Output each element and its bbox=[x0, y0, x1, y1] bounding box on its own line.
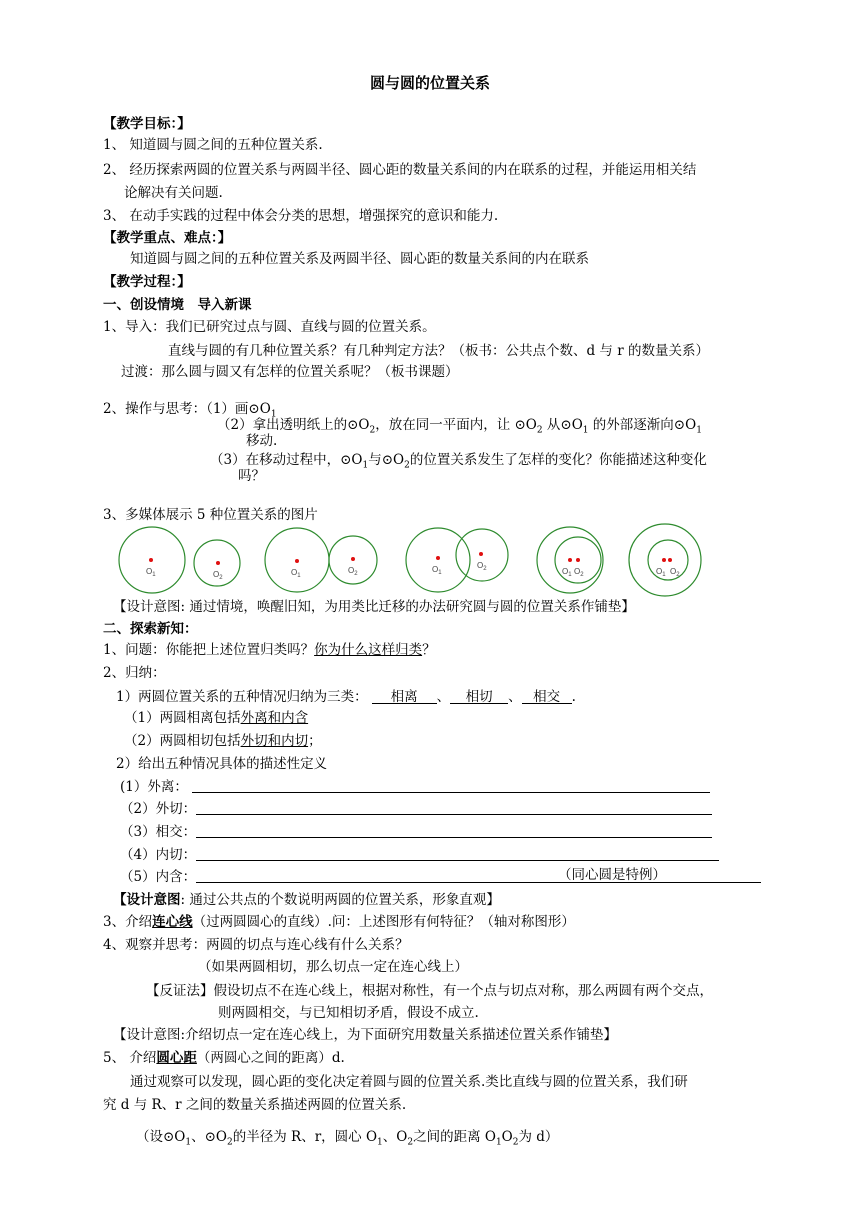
def-internal-tangent-blank[interactable] bbox=[196, 860, 719, 861]
fig1-center-o1 bbox=[149, 558, 153, 562]
fig2-center-o2 bbox=[351, 557, 355, 561]
center-distance-intro: 5、 介绍圆心距（两圆心之间的距离）d. bbox=[103, 1050, 345, 1066]
separated-includes: （1）两圆相离包括外离和内含 bbox=[124, 710, 309, 726]
setup-line: （设$⊙O_1$、$⊙O_2$的半径为 R、r，圆心 $O_1$、$O_2$之间的距离 $O_1O_2$为 d） bbox=[136, 1129, 559, 1148]
design-note-2: 【设计意图: 通过公共点的个数说明两圆的位置关系，形象直观】 bbox=[113, 892, 500, 908]
concentric-note: （同心圆是特例） bbox=[558, 867, 666, 883]
summary-label: 2、归纳： bbox=[103, 665, 166, 681]
question-1: 1、问题：你能把上述位置归类吗？你为什么这样归类？ bbox=[103, 642, 436, 658]
goal-1: 1、 知道圆与圆之间的五种位置关系. bbox=[103, 137, 323, 153]
fig1-center-o2 bbox=[216, 561, 220, 565]
fig1-label-o1: $O_1$ bbox=[146, 567, 156, 578]
fig3-label-o2: $O_2$ bbox=[477, 561, 487, 572]
goal-3: 3、 在动手实践的过程中体会分类的思想，增强探究的意识和能力. bbox=[103, 208, 499, 224]
fig4-label-o1: $O_1$ bbox=[562, 567, 572, 578]
fig3-label-o1: $O_1$ bbox=[432, 565, 442, 576]
def-external-tangent-label: （2）外切： bbox=[120, 801, 197, 817]
observe-answer: （如果两圆相切，那么切点一定在连心线上） bbox=[198, 959, 468, 975]
process-heading: 【教学过程：】 bbox=[103, 274, 191, 290]
fig2-center-o1 bbox=[295, 559, 299, 563]
transition-line: 过渡：那么圆与圆又有怎样的位置关系呢？（板书课题） bbox=[121, 364, 459, 380]
section1-heading: 一、创设情境 导入新课 bbox=[103, 297, 252, 313]
five-positions-figure bbox=[0, 520, 860, 600]
def-contained-blank[interactable] bbox=[196, 882, 761, 883]
fig5-label-o1: $O_1$ bbox=[656, 567, 666, 578]
question-1-underlined: 你为什么这样归类 bbox=[314, 642, 423, 658]
key-points-heading: 【教学重点、难点：】 bbox=[103, 230, 232, 246]
category-intersect: 相交 bbox=[522, 688, 572, 704]
fig3-center-o2 bbox=[479, 552, 483, 556]
category-tangent: 相切 bbox=[450, 688, 508, 704]
fig3-center-o1 bbox=[436, 556, 440, 560]
tangent-includes: （2）两圆相切包括外切和内切； bbox=[124, 733, 322, 749]
fig5-center-o1 bbox=[662, 558, 666, 562]
intro-line: 1、导入：我们已研究过点与圆、直线与圆的位置关系。 bbox=[103, 319, 436, 335]
def-external-tangent-blank[interactable] bbox=[196, 814, 712, 815]
fig4-center-o1 bbox=[568, 558, 572, 562]
def-intersect-blank[interactable] bbox=[196, 837, 712, 838]
proof-line-1: 【反证法】假设切点不在连心线上，根据对称性，有一个点与切点对称，那么两圆有两个交点， bbox=[146, 983, 713, 999]
fig5-label-o2: $O_2$ bbox=[670, 567, 680, 578]
observe-think: 4、观察并思考：两圆的切点与连心线有什么关系？ bbox=[103, 937, 409, 953]
operation-line-3b: 吗？ bbox=[238, 468, 265, 484]
center-distance-term: 圆心距 bbox=[156, 1050, 197, 1066]
definitions-heading: 2）给出五种情况具体的描述性定义 bbox=[116, 756, 328, 772]
fig5-center-o2 bbox=[668, 558, 672, 562]
fig2-label-o1: $O_1$ bbox=[291, 568, 301, 579]
fig4-center-o2 bbox=[576, 558, 580, 562]
operation-line-1: 2、操作与思考：（1）画$⊙O_1$ bbox=[103, 401, 277, 420]
fig4-label-o2: $O_2$ bbox=[574, 567, 584, 578]
design-note-3: 【设计意图:介绍切点一定在连心线上，为下面研究用数量关系描述位置关系作铺垫】 bbox=[113, 1027, 618, 1043]
operation-line-2b: 移动. bbox=[246, 433, 278, 449]
center-line-intro: 3、介绍连心线（过两圆圆心的直线）.问：上述图形有何特征？（轴对称图形） bbox=[103, 914, 575, 930]
design-note-1: 【设计意图: 通过情境，唤醒旧知，为用类比迁移的办法研究圆与圆的位置关系作铺垫】 bbox=[113, 599, 635, 615]
paragraph-line-1: 通过观察可以发现，圆心距的变化决定着圆与圆的位置关系.类比直线与圆的位置关系，我们研 bbox=[130, 1074, 688, 1090]
section2-heading: 二、探索新知： bbox=[103, 621, 198, 637]
def-intersect-label: （3）相交： bbox=[120, 824, 197, 840]
center-line-term: 连心线 bbox=[152, 914, 193, 930]
paragraph-line-2: 究 d 与 R、r 之间的数量关系描述两圆的位置关系. bbox=[103, 1097, 407, 1113]
def-internal-tangent-label: （4）内切： bbox=[120, 847, 197, 863]
question-line: 直线与圆的有几种位置关系？有几种判定方法？（板书：公共点个数、d 与 r 的数量关系） bbox=[168, 343, 709, 359]
goal-2-cont: 论解决有关问题. bbox=[124, 185, 223, 201]
summary-categories: 1）两圆位置关系的五种情况归纳为三类： 相离 、 相切 、 相交 . bbox=[116, 689, 576, 705]
page-title: 圆与圆的位置关系 bbox=[369, 74, 490, 92]
goal-2: 2、 经历探索两圆的位置关系与两圆半径、圆心距的数量关系间的内在联系的过程，并能运用相关结 bbox=[103, 162, 697, 178]
proof-line-2: 则两圆相交，与已知相切矛盾，假设不成立. bbox=[218, 1005, 479, 1021]
category-separated: 相离 bbox=[372, 688, 437, 704]
media-line: 3、多媒体展示 5 种位置关系的图片 bbox=[103, 507, 318, 523]
goals-heading: 【教学目标：】 bbox=[103, 116, 191, 132]
operation-line-3: （3）在移动过程中，$⊙O_1$与$⊙O_2$的位置关系发生了怎样的变化？你能描述这种变化 bbox=[210, 452, 707, 471]
fig1-label-o2: $O_2$ bbox=[213, 570, 223, 581]
fig2-label-o2: $O_2$ bbox=[348, 566, 358, 577]
def-external-label: (1）外离： bbox=[120, 779, 188, 795]
def-external-blank[interactable] bbox=[192, 792, 710, 793]
def-contained-label: （5）内含： bbox=[120, 869, 197, 885]
operation-line-2: （2）拿出透明纸上的$⊙O_2$，放在同一平面内，让 $⊙O_2$ 从$⊙O_1$ 的外部逐渐向$⊙O_1$ bbox=[217, 417, 702, 436]
key-points-text: 知道圆与圆之间的五种位置关系及两圆半径、圆心距的数量关系间的内在联系 bbox=[130, 251, 589, 267]
